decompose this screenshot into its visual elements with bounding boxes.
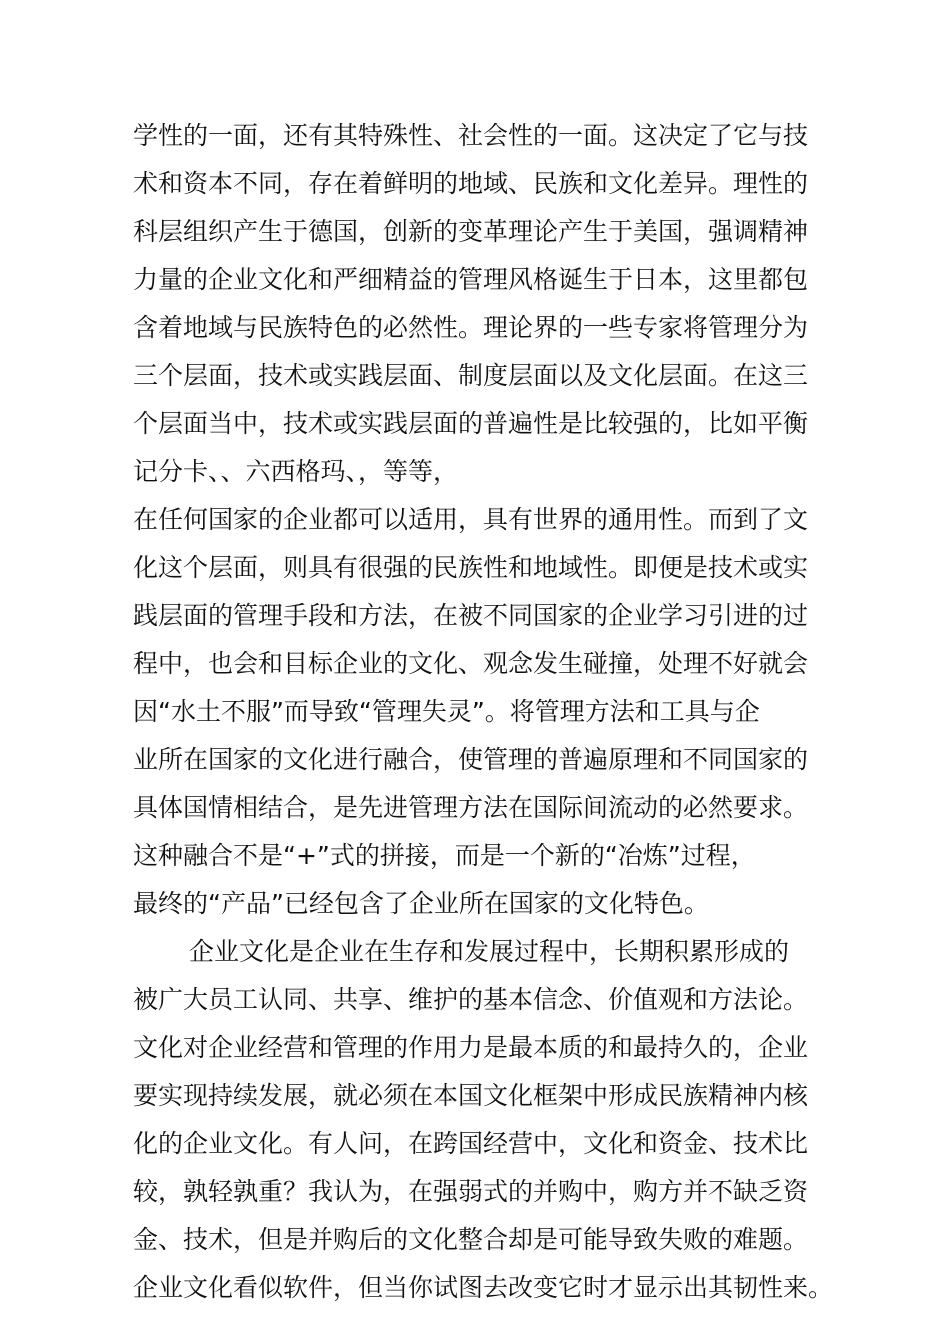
text-line: 因“水土不服”而导致“管理失灵”。将管理方法和工具与企 bbox=[133, 697, 760, 726]
text-line: 含着地域与民族特色的必然性。理论界的一些专家将管理分为 bbox=[133, 313, 809, 342]
text-line: 最终的“产品”已经包含了企业所在国家的文化特色。 bbox=[133, 889, 709, 918]
text-line: 力量的企业文化和严细精益的管理风格诞生于日本，这里都包 bbox=[133, 265, 809, 294]
text-line: 学性的一面，还有其特殊性、社会性的一面。这决定了它与技 bbox=[133, 121, 809, 150]
text-line: 术和资本不同，存在着鲜明的地域、民族和文化差异。理性的 bbox=[133, 169, 809, 198]
text-line: 这种融合不是“+”式的拼接，而是一个新的“冶炼”过程， bbox=[133, 841, 756, 870]
text-line: 化这个层面，则具有很强的民族性和地域性。即便是技术或实 bbox=[133, 553, 809, 582]
text-line: 业所在国家的文化进行融合，使管理的普遍原理和不同国家的 bbox=[133, 745, 809, 774]
text-line: 科层组织产生于德国，创新的变革理论产生于美国，强调精神 bbox=[133, 217, 809, 246]
text-line: 要实现持续发展，就必须在本国文化框架中形成民族精神内核 bbox=[133, 1081, 809, 1110]
body-text bbox=[133, 112, 843, 1312]
text-line: 被广大员工认同、共享、维护的基本信念、价值观和方法论。 bbox=[133, 985, 809, 1014]
text-line: 践层面的管理手段和方法，在被不同国家的企业学习引进的过 bbox=[133, 601, 809, 630]
text-line: 较，孰轻孰重？我认为，在强弱式的并购中，购方并不缺乏资 bbox=[133, 1177, 809, 1206]
text-line: 三个层面，技术或实践层面、制度层面以及文化层面。在这三 bbox=[133, 361, 809, 390]
text-line: 记分卡、、六西格玛、，等等， bbox=[133, 457, 459, 486]
text-line: 在任何国家的企业都可以适用，具有世界的通用性。而到了文 bbox=[133, 505, 809, 534]
text-line: 具体国情相结合，是先进管理方法在国际间流动的必然要求。 bbox=[133, 793, 809, 822]
text-line: 金、技术，但是并购后的文化整合却是可能导致失败的难题。 bbox=[133, 1225, 809, 1254]
text-line: 文化对企业经营和管理的作用力是最本质的和最持久的，企业 bbox=[133, 1033, 809, 1062]
text-line: 化的企业文化。有人问，在跨国经营中，文化和资金、技术比 bbox=[133, 1129, 809, 1158]
text-line: 企业文化看似软件，但当你试图去改变它时才显示出其韧性来。 bbox=[133, 1273, 834, 1302]
text-line: 程中，也会和目标企业的文化、观念发生碰撞，处理不好就会 bbox=[133, 649, 809, 678]
text-line: 个层面当中，技术或实践层面的普遍性是比较强的，比如平衡 bbox=[133, 409, 809, 438]
paragraph-start-line: 企业文化是企业在生存和发展过程中，长期积累形成的 bbox=[189, 937, 790, 966]
